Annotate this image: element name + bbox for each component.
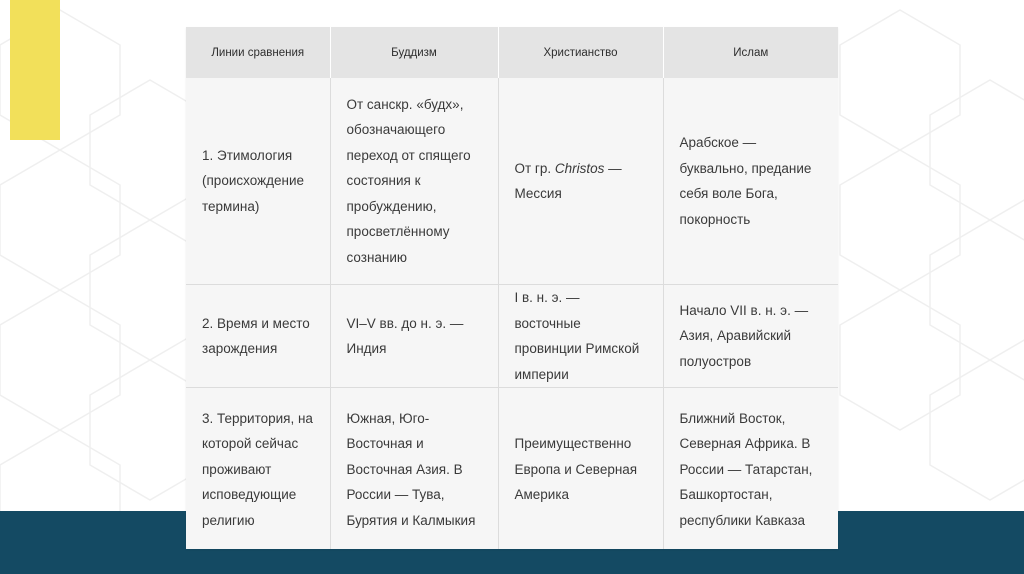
cell-criterion: 3. Территория, на которой сейчас проживают исповедующие религию (186, 388, 330, 550)
cell-islam: Арабское — буквально, предание себя воле Бога, покорность (663, 78, 838, 285)
religions-comparison-table (186, 27, 838, 549)
cell-christianity: I в. н. э. — восточные провинции Римской империи (498, 285, 663, 388)
cell-criterion: 2. Время и место зарождения (186, 285, 330, 388)
cell-islam: Ближний Восток, Северная Африка. В России — Татарстан, Башкортостан, республики Кавказа (663, 388, 838, 550)
comparison-table-card (186, 27, 838, 549)
table-row (186, 78, 838, 285)
table-row (186, 388, 838, 550)
table-header-row (186, 27, 838, 78)
cell-buddhism: VI–V вв. до н. э. — Индия (330, 285, 498, 388)
christianity-prefix: От гр. (514, 160, 555, 176)
header-islam: Ислам (663, 27, 838, 78)
cell-christianity: Преимущественно Европа и Северная Америка (498, 388, 663, 550)
header-christianity: Христианство (498, 27, 663, 78)
christianity-suffix: — Мессия (514, 160, 622, 201)
header-criteria: Линии сравнения (186, 27, 330, 78)
header-buddhism: Буддизм (330, 27, 498, 78)
cell-christianity (498, 78, 663, 285)
cell-criterion: 1. Этимология (происхождение термина) (186, 78, 330, 285)
cell-buddhism: От санскр. «будх», обозначающего переход от спящего состояния к пробуждению, просветлённому сознанию (330, 78, 498, 285)
christianity-term: Christos (554, 160, 605, 176)
yellow-accent-bar (10, 0, 60, 140)
cell-buddhism: Южная, Юго- Восточная и Восточная Азия. В России — Тува, Бурятия и Калмыкия (330, 388, 498, 550)
table-row (186, 285, 838, 388)
cell-islam: Начало VII в. н. э. — Азия, Аравийский полуостров (663, 285, 838, 388)
